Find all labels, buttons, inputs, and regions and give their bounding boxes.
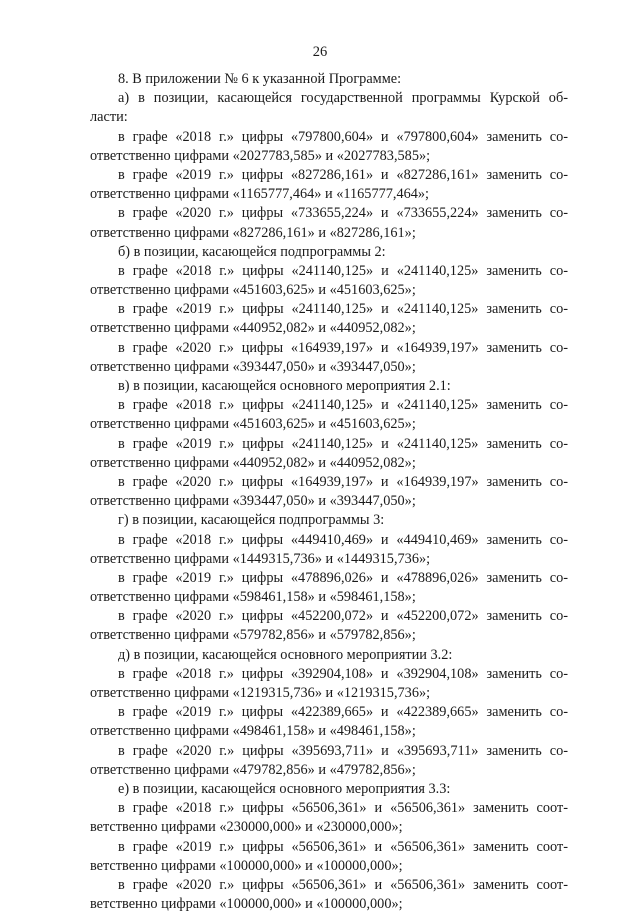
text-line: ответственно цифрами «451603,625» и «451603,625»; xyxy=(90,282,416,299)
text-line: в графе «2018 г.» цифры «797800,604» и «797800,604» заменить со- xyxy=(118,128,568,145)
text-line: в графе «2019 г.» цифры «56506,361» и «56506,361» заменить соот- xyxy=(118,838,568,855)
page-number: 26 xyxy=(312,44,328,60)
text-line: ответственно цифрами «827286,161» и «827286,161»; xyxy=(90,224,416,241)
text-line: в) в позиции, касающейся основного мероприятия 2.1: xyxy=(118,378,451,394)
text-line: 8. В приложении № 6 к указанной Программе: xyxy=(118,71,402,87)
text-line: б) в позиции, касающейся подпрограммы 2: xyxy=(118,243,386,260)
text-line: в графе «2019 г.» цифры «478896,026» и «478896,026» заменить со- xyxy=(118,569,568,586)
text-line: в графе «2018 г.» цифры «56506,361» и «56506,361» заменить соот- xyxy=(118,800,568,817)
text-line: а) в позиции, касающейся государственной программы Курской об- xyxy=(118,90,568,107)
text-line: в графе «2018 г.» цифры «241140,125» и «241140,125» заменить со- xyxy=(118,397,568,414)
text-line: ответственно цифрами «451603,625» и «451603,625»; xyxy=(90,416,416,433)
text-line: ответственно цифрами «1449315,736» и «1449315,736»; xyxy=(90,550,431,567)
text-line: ветственно цифрами «100000,000» и «100000,000»; xyxy=(90,896,403,913)
text-line: ответственно цифрами «479782,856» и «479782,856»; xyxy=(90,761,416,778)
text-line: в графе «2020 г.» цифры «164939,197» и «164939,197» заменить со- xyxy=(118,473,568,490)
text-line: ответственно цифрами «498461,158» и «498461,158»; xyxy=(90,723,416,740)
text-line: ответственно цифрами «440952,082» и «440952,082»; xyxy=(90,454,416,471)
text-line: г) в позиции, касающейся подпрограммы 3: xyxy=(118,512,385,529)
text-line: в графе «2019 г.» цифры «827286,161» и «827286,161» заменить со- xyxy=(118,166,568,183)
text-line: в графе «2018 г.» цифры «392904,108» и «392904,108» заменить со- xyxy=(118,665,568,682)
text-line: в графе «2020 г.» цифры «395693,711» и «395693,711» заменить со- xyxy=(118,742,568,759)
text-line: ответственно цифрами «393447,050» и «393447,050»; xyxy=(90,358,416,375)
text-line: ответственно цифрами «1165777,464» и «1165777,464»; xyxy=(90,186,430,203)
text-line: е) в позиции, касающейся основного мероприятия 3.3: xyxy=(118,780,451,797)
text-line: в графе «2019 г.» цифры «241140,125» и «241140,125» заменить со- xyxy=(118,301,568,318)
text-line: в графе «2018 г.» цифры «449410,469» и «449410,469» заменить со- xyxy=(118,531,568,548)
text-line: ответственно цифрами «598461,158» и «598461,158»; xyxy=(90,589,416,606)
text-line: в графе «2020 г.» цифры «452200,072» и «452200,072» заменить со- xyxy=(118,608,568,625)
text-line: ласти: xyxy=(90,109,128,126)
text-line: в графе «2019 г.» цифры «422389,665» и «422389,665» заменить со- xyxy=(118,704,568,721)
text-line: ответственно цифрами «2027783,585» и «2027783,585»; xyxy=(90,147,431,164)
document-body xyxy=(90,70,568,914)
text-line: в графе «2019 г.» цифры «241140,125» и «241140,125» заменить со- xyxy=(118,435,568,452)
text-line: ответственно цифрами «440952,082» и «440952,082»; xyxy=(90,320,416,337)
text-line: в графе «2020 г.» цифры «164939,197» и «164939,197» заменить со- xyxy=(118,339,568,356)
text-line: ветственно цифрами «100000,000» и «100000,000»; xyxy=(90,857,403,874)
text-line: ответственно цифрами «1219315,736» и «1219315,736»; xyxy=(90,685,431,701)
text-line: в графе «2020 г.» цифры «56506,361» и «56506,361» заменить соот- xyxy=(118,876,568,893)
text-line: в графе «2018 г.» цифры «241140,125» и «241140,125» заменить со- xyxy=(118,262,568,279)
text-line: ветственно цифрами «230000,000» и «230000,000»; xyxy=(90,819,403,836)
text-line: д) в позиции, касающейся основного мероприятии 3.2: xyxy=(118,646,453,663)
text-line: ответственно цифрами «393447,050» и «393447,050»; xyxy=(90,493,416,510)
text-line: ответственно цифрами «579782,856» и «579782,856»; xyxy=(90,627,416,644)
text-line: в графе «2020 г.» цифры «733655,224» и «733655,224» заменить со- xyxy=(118,205,568,222)
